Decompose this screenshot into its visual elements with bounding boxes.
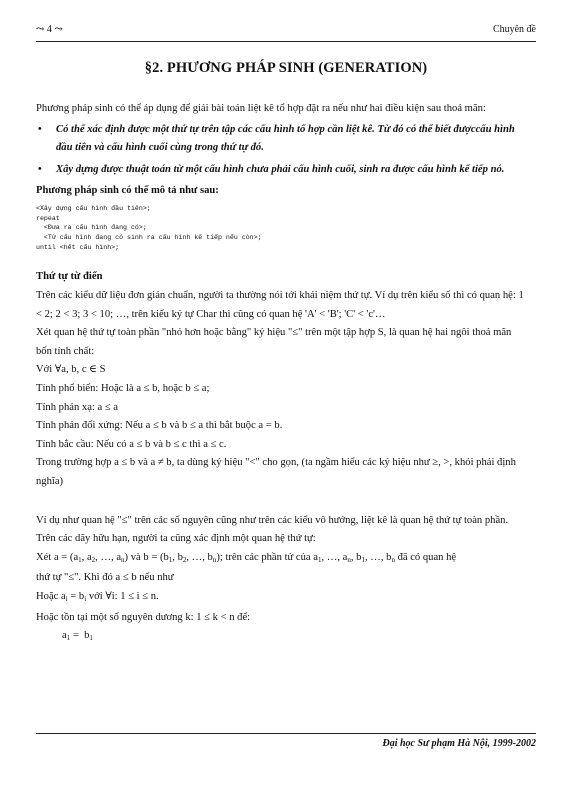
paragraph: Tính phổ biến: Hoặc là a ≤ b, hoặc b ≤ a; <box>36 383 210 395</box>
code-line: until <hết cấu hình>; <box>36 243 120 251</box>
condition-item: • Xây dựng được thuật toán từ một cấu hình chưa phải cấu hình cuối, sinh ra được cấu hình kế tiếp nó. <box>56 161 528 180</box>
condition-item: • Có thể xác định được một thứ tự trên tập các cấu hình tổ hợp cần liệt kê. Từ đó có thể biết đượccấu hình đầu tiên và cấu hình cuối cùng trong thứ tự đó. <box>56 121 528 158</box>
page-footer: Đại học Sư phạm Hà Nội, 1999-2002 <box>382 738 536 749</box>
spacer <box>36 252 528 268</box>
equality-condition: Hoặc $a_i = b_i$ với ∀i: 1 ≤ i ≤ n. <box>36 590 159 603</box>
spacer <box>36 492 528 512</box>
code-line: repeat <box>36 214 60 222</box>
paragraph: Với ∀a, b, c ∈ S <box>36 364 106 376</box>
header-category: Chuyên đề <box>492 24 536 35</box>
paragraph: Hoặc tồn tại một số nguyên dương k: 1 ≤ k < n để: <box>36 611 251 623</box>
sequence-definition: Xét $a = (a_1$, $a_2$, …, $a_n$) và $b = (b_1$, $b_2$, …, $b_n$); trên các phần tử của $a_1$, …, $a_n$, $b_1$, …, $b_n$ đã có quan hệ <box>36 551 457 564</box>
paragraph: Trong trường hợp a ≤ b và a ≠ b, ta dùng ký hiệu "<" cho gọn, (ta ngầm hiểu các ký hiệu như ≥, >, khỏi phải định nghĩa) <box>36 457 516 488</box>
paragraph: Ví dụ như quan hệ "≤" trên các số nguyên cũng như trên các kiểu vô hướng, liệt kê là quan hệ thứ tự toàn phần. <box>36 514 509 526</box>
intro-paragraph: Phương pháp sinh có thể áp dụng để giải bài toán liệt kê tổ hợp đặt ra nếu như hai điều kiện sau thoả mãn: <box>36 103 486 114</box>
paragraph: Tính phản xạ: a ≤ a <box>36 401 119 413</box>
method-heading: Phương pháp sinh có thể mô tả như sau: <box>36 185 219 197</box>
equation: $a_1 = b_1$ <box>62 630 93 643</box>
code-line: <Từ cấu hình đang có sinh ra cấu hình kế tiếp nếu còn>; <box>36 234 262 242</box>
pseudocode-block <box>36 204 528 253</box>
section-heading-dictionary-order: Thứ tự từ điển <box>36 271 103 283</box>
page-title: §2. PHƯƠNG PHÁP SINH (GENERATION) <box>144 60 428 76</box>
paragraph: thứ tự "≤". Khi đó a ≤ b nếu như <box>36 572 174 584</box>
document-body <box>36 100 528 648</box>
page-header <box>36 24 536 40</box>
paragraph: Trên các dãy hữu hạn, người ta cũng xác định một quan hệ thứ tự: <box>36 533 316 545</box>
paragraph: Xét quan hệ thứ tự toàn phần "nhỏ hơn hoặc bằng" ký hiệu "≤" trên một tập hợp S, là quan hệ hai ngôi thoả mãn bốn tính chất: <box>36 327 512 357</box>
condition-list <box>36 121 528 180</box>
code-line: <Xây dựng cấu hình đầu tiên>; <box>36 204 151 212</box>
page-number: ⤳ 4 ⤳ <box>36 24 63 35</box>
footer-rule <box>36 733 536 734</box>
paragraph: Trên các kiểu dữ liệu đơn giản chuẩn, người ta thường nói tới khái niệm thứ tự. Ví dụ trên kiểu số thì có quan hệ: 1 < 2; 2 < 3; 3 < 10; …, trên kiểu ký tự Char thì cũng có quan hệ 'A' < 'B'; 'C' < 'c'… <box>36 290 524 320</box>
paragraph: Tính phản đối xứng: Nếu a ≤ b và b ≤ a thì bắt buộc a = b. <box>36 420 283 432</box>
header-rule <box>36 41 536 42</box>
paragraph: Tính bắc cầu: Nếu có a ≤ b và b ≤ c thì a ≤ c. <box>36 438 227 450</box>
code-line: <Đưa ra cấu hình đang có>; <box>36 224 147 232</box>
